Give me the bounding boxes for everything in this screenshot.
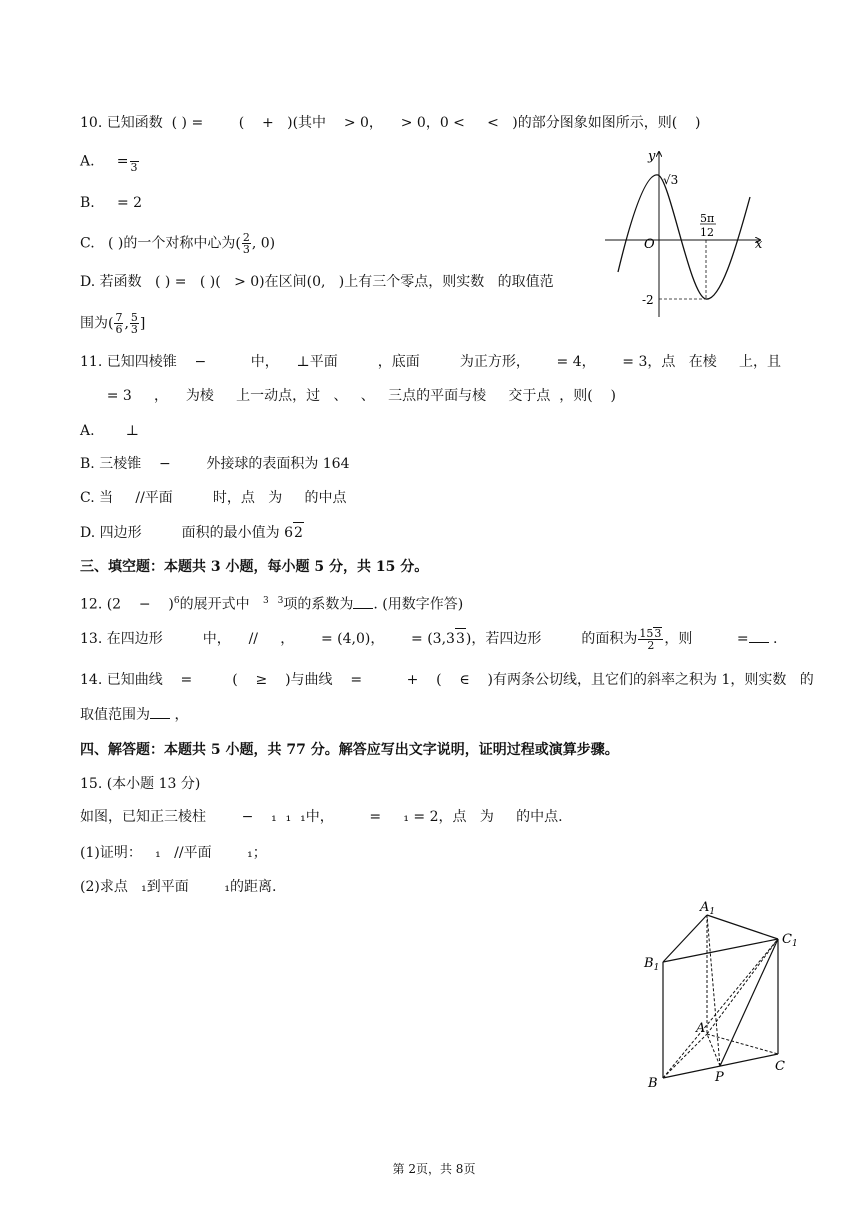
svg-text:C: C bbox=[775, 1059, 785, 1074]
q11-option-b: B. 三棱锥 − 外接球的表面积为 164 bbox=[80, 456, 350, 472]
min-value-label: -2 bbox=[642, 293, 654, 307]
q11-stem-line1: 11. 已知四棱锥 − 中， ⊥平面 ，底面 为正方形， = 4， = 3，点 在棱 上，且 bbox=[80, 354, 781, 370]
svg-text:B1: $B_1$ bbox=[644, 956, 660, 973]
page-footer: 第 2页，共 8页 bbox=[392, 1162, 476, 1176]
fraction: $\frac{153}{2}$ bbox=[639, 627, 662, 652]
q11-option-d: D. 四边形 面积的最小值为 62 bbox=[80, 522, 304, 543]
svg-text:A1: $A_1$ bbox=[700, 900, 716, 917]
svg-text:C1: $C_1$ bbox=[782, 932, 798, 949]
q13: 13. 在四边形 中， // ， = (4,0)， = (3,33)，若四边形 的面积为 $\frac{153}{2}$ ，则 = . bbox=[80, 627, 778, 652]
answer-blank bbox=[150, 706, 170, 719]
fraction: $\frac{7}{6}$ bbox=[115, 311, 123, 336]
origin-label: O bbox=[644, 237, 655, 252]
svg-text:A: A bbox=[696, 1021, 706, 1036]
q10-option-a: A. = 3 bbox=[80, 150, 140, 173]
q10-option-d-line2: 围为( $\frac{7}{6}$ , $\frac{5}{3}$ ] bbox=[80, 311, 146, 336]
q14-line1: 14. 已知曲线 = ( ≥ )与曲线 = + ( ∈ )有两条公切线，且它们的斜率之积为 1，则实数 的 bbox=[80, 672, 814, 688]
y-axis-label: y bbox=[648, 149, 656, 164]
prism-figure bbox=[638, 895, 808, 1095]
q10-option-c: C. ( )的一个对称中心为( $\frac{2}{3}$ , 0) bbox=[80, 231, 276, 256]
max-value-label: √3 bbox=[663, 173, 679, 187]
fraction: $\frac{5}{3}$ bbox=[130, 311, 138, 336]
q15-line1: 如图，已知正三棱柱 − ₁ ₁ ₁中， = ₁ = 2，点 为 的中点. bbox=[80, 809, 563, 825]
svg-text:B: B bbox=[648, 1076, 658, 1091]
q15-part1: (1)证明： ₁ //平面 ₁； bbox=[80, 845, 267, 861]
answer-blank bbox=[353, 596, 373, 609]
section-3-heading: 三、填空题：本题共 3 小题，每小题 5 分，共 15 分。 bbox=[80, 559, 429, 575]
q10-option-d-line1: D. 若函数 ( ) = ( )( > 0)在区间(0, )上有三个零点，则实数 的取值范 bbox=[80, 274, 554, 290]
q14-line2: 取值范围为 ， bbox=[80, 707, 189, 723]
sine-curve bbox=[618, 175, 750, 299]
tick-denominator: 12 bbox=[700, 226, 714, 239]
q11-option-c: C. 当 //平面 时，点 为 的中点 bbox=[80, 490, 347, 506]
answer-blank bbox=[749, 630, 769, 643]
function-graph-figure bbox=[600, 142, 770, 322]
fraction: $\frac{2}{3}$ bbox=[242, 231, 250, 256]
q11-option-a: A. ⊥ bbox=[80, 423, 139, 439]
fraction: 3 bbox=[130, 150, 139, 173]
section-4-heading: 四、解答题：本题共 5 小题，共 77 分。解答应写出文字说明，证明过程或演算步骤。 bbox=[80, 742, 619, 758]
q15-title: 15. (本小题 13 分) bbox=[80, 776, 201, 792]
q15-part2: (2)求点 ₁到平面 ₁的距离. bbox=[80, 879, 277, 895]
q11-stem-line2: = 3 ， 为棱 上一动点，过 、 、 三点的平面与棱 交于点 ，则( ) bbox=[80, 388, 617, 404]
x-axis-label: x bbox=[755, 237, 763, 252]
q10-option-b: B. = 2 bbox=[80, 195, 143, 211]
tick-numerator: 5π bbox=[700, 212, 715, 225]
q10-stem: 10. 已知函数 ( ) = ( + )(其中 > 0， > 0，0 < < )的部分图象如图所示，则( ) bbox=[80, 115, 701, 131]
q12: 12. (2 − )$^6$的展开式中 $^3$ $^3$项的系数为 . (用数字作答) bbox=[80, 596, 464, 613]
svg-text:P: P bbox=[715, 1070, 724, 1085]
